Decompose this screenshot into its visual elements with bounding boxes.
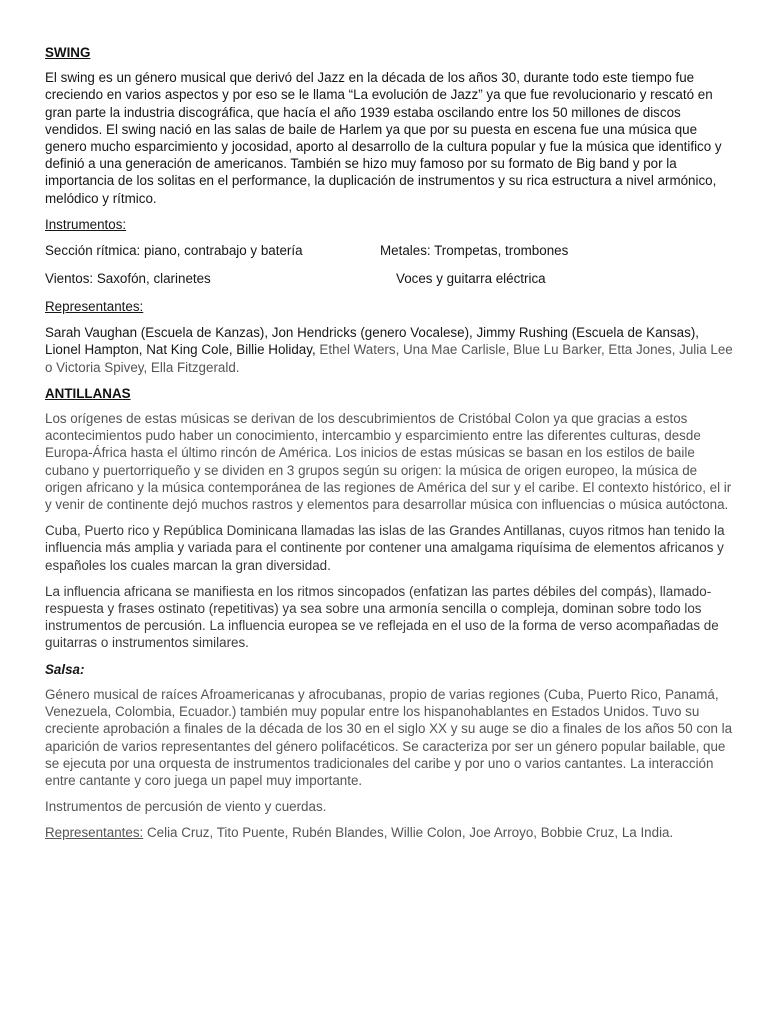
swing-instruments-label: Instrumentos: [45, 216, 127, 232]
salsa-representantes [45, 824, 735, 841]
antillanas-paragraph-2: Cuba, Puerto rico y República Dominicana llamadas las islas de las Grandes Antillanas, cuyos ritmos han tenido la influencia más amplia y variada para el continente por contener una amalgama riquísima de elementos africanos y españoles los cuales marcan la gran diversidad. [45, 523, 725, 573]
salsa-representantes-label: Representantes: [45, 825, 144, 841]
representantes-light: Ethel Waters, Una Mae Carlisle, Blue Lu Barker, Etta Jones, Julia Lee o Victoria Spivey, Ella Fitzgerald. [45, 342, 733, 375]
swing-paragraph: El swing es un género musical que derivó del Jazz en la década de los años 30, durante todo este tiempo fue creciendo en varios aspectos y por eso se le llama “La evolución de Jazz” ya que fue revolucionario y rescató en gran parte la industria discográfica, que hacía el año 1939 estaba oscilando entre los 50 millones de discos vendidos. El swing nació en las salas de baile de Harlem ya que por su puesta en escena fue una música que genero mucho esparcimiento y jocosidad, aporto al desarrollo de la cultura popular y fue la música que identifico y definió a una generación de americanos. También se hizo muy famoso por su formato de Big band y por la importancia de los solitas en el performance, la duplicación de instrumentos y su rica estructura a nivel armónico, melódico y rítmico. [45, 70, 722, 206]
instruments-row-1 [45, 242, 735, 259]
swing-representantes-label: Representantes: [45, 299, 144, 315]
antillanas-paragraph-3: La influencia africana se manifiesta en los ritmos sincopados (enfatizan las partes débiles del compás), llamado-respuesta y frases ostinato (repetitivas) ya sea sobre una armonía sencilla o compleja, dominan sobre todo los instrumentos de percusión. La influencia europea se ve reflejada en el uso de la forma de verso acompañadas de guitarras o instrumentos similares. [45, 583, 719, 651]
antillanas-paragraph-1: Los orígenes de estas músicas se derivan de los descubrimientos de Cristóbal Colon ya que gracias a estos acontecimientos pudo haber un conocimiento, intercambio y esparcimiento entre las diferentes culturas, desde Europa-África hasta el último rincón de América. Los inicios de estas músicas se basan en los estilos de baile cubano y puertorriqueño y se dividen en 3 grupos según su origen: la música de origen europeo, la música de origen africano y la música contemporánea de las regiones de América del sur y el caribe. El contexto histórico, el ir y venir de continente dejó muchos rastros y elementos para desarrollar música con influencias o música autóctona. [45, 411, 732, 513]
document-page [45, 44, 735, 851]
salsa-representantes-list: Celia Cruz, Tito Puente, Rubén Blandes, Willie Colon, Joe Arroyo, Bobbie Cruz, La India. [143, 825, 674, 841]
salsa-instrumentos: Instrumentos de percusión de viento y cuerdas. [45, 799, 327, 815]
instruments-row-2 [45, 270, 735, 287]
antillanas-heading: ANTILLANAS [45, 385, 131, 401]
swing-representantes [45, 324, 735, 376]
instrument-ritmica: Sección rítmica: piano, contrabajo y batería [45, 243, 303, 259]
salsa-paragraph: Género musical de raíces Afroamericanas y afrocubanas, propio de varias regiones (Cuba, Puerto Rico, Panamá, Venezuela, Colombia, Ecuador.) también muy popular entre los hispanohablantes en Estados Unidos. Tuvo su creciente aprobación a finales de la década de los 30 en el siglo XX y su auge se dio a finales de los años 50 con la aparición de varios representantes del género polifacéticos. Se caracteriza por ser un género popular bailable, que se ejecuta por una orquesta de instrumentos tradicionales del caribe y por uno o varios cantantes. La interacción entre cantante y coro juega un papel muy importante. [45, 686, 733, 788]
instrument-metales: Metales: Trompetas, trombones [380, 243, 569, 259]
swing-heading: SWING [45, 45, 91, 60]
instrument-vientos: Vientos: Saxofón, clarinetes [45, 271, 211, 287]
instrument-voces: Voces y guitarra eléctrica [396, 271, 546, 287]
representantes-dark: Sarah Vaughan (Escuela de Kanzas), Jon Hendricks (genero Vocalese), Jimmy Rushing (Escuela de Kansas), Lionel Hampton, Nat King Cole, Billie Holiday, [45, 325, 699, 358]
salsa-heading: Salsa: [45, 661, 85, 677]
